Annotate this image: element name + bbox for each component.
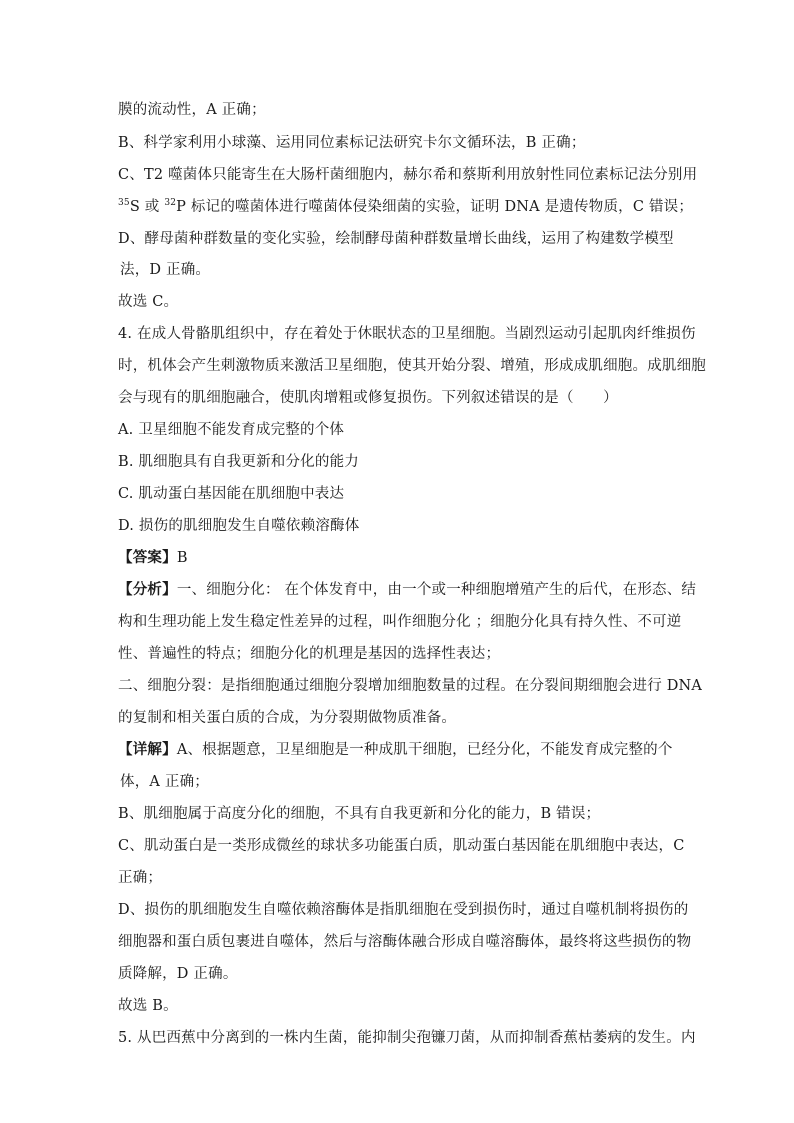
question-line: 时，机体会产生刺激物质来激活卫星细胞，使其开始分裂、增殖，形成成肌细胞。成肌细胞 — [118, 358, 706, 374]
analysis-tag: 【分析】 — [118, 581, 177, 598]
text-line: 正确； — [118, 870, 163, 886]
question-line: 5. 从巴西蕉中分离到的一株内生菌，能抑制尖孢镰刀菌，从而抑制香蕉枯萎病的发生。内 — [118, 1030, 696, 1046]
text-line: 质降解，D 正确。 — [118, 966, 238, 982]
text-line: 法，D 正确。 — [120, 262, 211, 278]
text-line: 体，A 正确； — [120, 774, 209, 790]
option-c: C. 肌动蛋白基因能在肌细胞中表达 — [118, 486, 345, 502]
text-line: 故选 C。 — [118, 294, 179, 310]
text-line: 的复制和相关蛋白质的合成，为分裂期做物质准备。 — [118, 710, 457, 726]
superscript: 35 — [118, 198, 130, 208]
text-line: B、科学家利用小球藻、运用同位素标记法研究卡尔文循环法，B 正确； — [118, 135, 586, 151]
question-line: 4. 在成人骨骼肌组织中，存在着处于休眠状态的卫星细胞。当剧烈运动引起肌肉纤维损伤 — [118, 326, 696, 342]
detail-tag: 【详解】 — [118, 741, 177, 758]
option-d: D. 损伤的肌细胞发生自噬依赖溶酶体 — [118, 518, 360, 534]
text-line: D、损伤的肌细胞发生自噬依赖溶酶体是指肌细胞在受到损伤时，通过自噬机制将损伤的 — [118, 902, 689, 918]
text-line: 性、普遍性的特点；细胞分化的机理是基因的选择性表达； — [118, 646, 501, 662]
answer-line: 【答案】B — [118, 549, 188, 566]
question-line: 会与现有的肌细胞融合，使肌肉增粗或修复损伤。下列叙述错误的是（ ） — [118, 390, 618, 406]
option-b: B. 肌细胞具有自我更新和分化的能力 — [118, 454, 359, 470]
detail-line: 【详解】A、根据题意，卫星细胞是一种成肌干细胞，已经分化，不能发育成完整的个 — [118, 741, 673, 758]
text-line: 膜的流动性，A 正确； — [118, 102, 266, 118]
text-line: $^{35}$S 或 $^{32}$P 标记的噬菌体进行噬菌体侵染细菌的实验，证明 DNA 是遗传物质，C 错误； — [118, 198, 694, 215]
text-line: 二、细胞分裂：是指细胞通过细胞分裂增加细胞数量的过程。在分裂间期细胞会进行 DNA — [118, 678, 703, 694]
text-line: D、酵母菌种群数量的变化实验，绘制酵母菌种群数量增长曲线，运用了构建数学模型 — [118, 231, 674, 247]
text-line: C、T2 噬菌体只能寄生在大肠杆菌细胞内，赫尔希和蔡斯利用放射性同位素标记法分别用 — [118, 167, 698, 183]
superscript: 32 — [164, 198, 177, 208]
text-line: 细胞器和蛋白质包裹进自噬体，然后与溶酶体融合形成自噬溶酶体，最终将这些损伤的物 — [118, 934, 692, 950]
analysis-line: 【分析】一、细胞分化： 在个体发育中，由一个或一种细胞增殖产生的后代，在形态、结 — [118, 581, 697, 598]
text-line: C、肌动蛋白是一类形成微丝的球状多功能蛋白质，肌动蛋白基因能在肌细胞中表达，C — [118, 838, 685, 854]
text-line: B、肌细胞属于高度分化的细胞，不具有自我更新和分化的能力，B 错误； — [118, 806, 601, 822]
text-line: 故选 B。 — [118, 998, 178, 1014]
answer-tag: 【答案】 — [118, 549, 177, 566]
option-a: A. 卫星细胞不能发育成完整的个体 — [118, 422, 345, 438]
text-line: 构和生理功能上发生稳定性差异的过程，叫作细胞分化 ；细胞分化具有持久性、不可逆 — [118, 614, 682, 630]
